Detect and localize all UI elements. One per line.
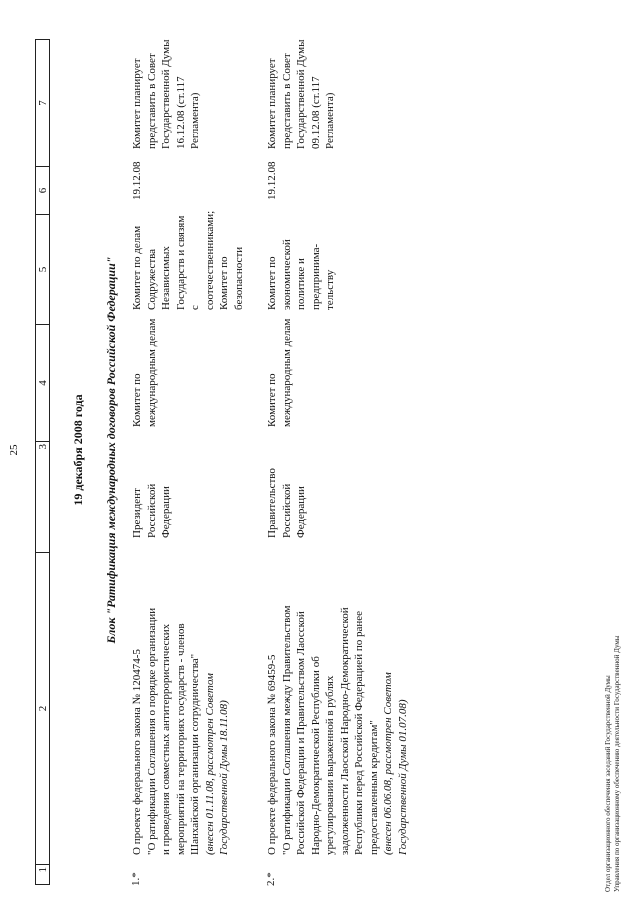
bill-description <box>130 605 232 855</box>
remark: Комитет планирует представить в Совет Государственной Думы 09.12.08 (ст.117 Регламента) <box>266 39 336 149</box>
initiator: Президент Российской Федерации <box>131 483 172 538</box>
column-number-3: 3 <box>36 442 50 553</box>
block-heading: Блок "Ратификация международных договоров Российской Федерации" <box>104 256 118 644</box>
bill-note: (внесен 01.11.08, рассмотрен Советом Государственной Думы 18.11.08) <box>203 673 230 855</box>
page-number: 25 <box>8 444 20 456</box>
footer-line: Управления по организационному обеспечению деятельности Государственной Думы <box>613 635 621 892</box>
entry-number: 2.* <box>265 872 277 886</box>
responsible-committee: Комитет по международным делам <box>266 318 293 427</box>
bill-title: "О ратификации Соглашения между Правительством Российской Федерации и Правительством Лаосской Народно-Демократической Республики об урегулировании выраженной в рублях задолженности Лаосской Народно-Демократической Республики перед Российской Федерацией по ранее предоставленным кредитам" <box>280 605 380 855</box>
bill-description <box>265 605 410 855</box>
column-number-6: 6 <box>36 167 50 215</box>
bill-title: "О ратификации Соглашения о порядке организации и проведения совместных антитеррористических мероприятий на территориях государств - членов Шанхайской организации сотрудничества" <box>145 607 201 855</box>
co-executor-committee: Комитет по экономической политике и предпринима-тельству <box>266 239 336 310</box>
column-number-header <box>35 39 50 885</box>
column-number-4: 4 <box>36 325 50 442</box>
column-number-5: 5 <box>36 215 50 325</box>
consideration-date: 19.12.08 <box>131 161 143 200</box>
footer-line: Отдел организационного обеспечения заседаний Государственной Думы <box>604 675 612 892</box>
bill-note: (внесен 06.06.08, рассмотрен Советом Государственной Думы 01.07.08) <box>382 672 409 855</box>
responsible-committee: Комитет по международным делам <box>131 318 158 427</box>
bill-number-line: О проекте федерального закона № 69459-5 <box>266 654 278 855</box>
column-number-1: 1 <box>36 865 50 885</box>
column-number-7: 7 <box>36 40 50 167</box>
remark: Комитет планирует представить в Совет Государственной Думы 16.12.08 (ст.117 Регламента) <box>131 39 201 149</box>
column-number-2: 2 <box>36 553 50 865</box>
bill-number-line: О проекте федерального закона № 120474-5 <box>131 649 143 855</box>
date-heading: 19 декабря 2008 года <box>71 394 85 506</box>
entry-number: 1.* <box>130 872 142 886</box>
footer <box>604 636 622 892</box>
consideration-date: 19.12.08 <box>266 161 278 200</box>
co-executor-committee: Комитет по делам Содружества Независимых Государств и связям с соотечественниками; Комитет по безопасности <box>131 210 245 310</box>
initiator: Правительство Российской Федерации <box>266 468 307 538</box>
